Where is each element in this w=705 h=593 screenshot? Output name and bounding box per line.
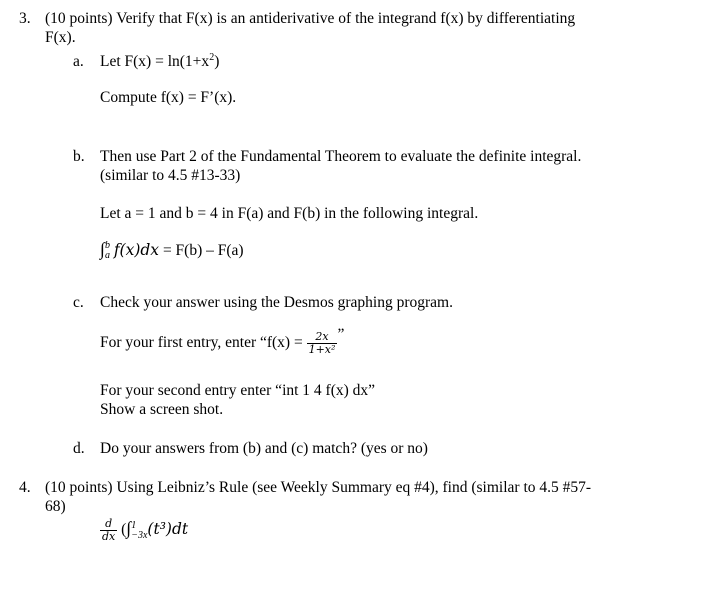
q3a-line2: Compute f(x) = F’(x). xyxy=(100,89,237,106)
q4-number: 4. xyxy=(19,479,31,496)
q4-text-line1: (10 points) Using Leibniz’s Rule (see Weekly Summary eq #4), find (similar to 4.5 #57- xyxy=(45,479,592,496)
q3c-label: c. xyxy=(73,294,84,311)
q4-text-line2: 68) xyxy=(45,498,66,515)
q3-number: 3. xyxy=(19,10,31,27)
q3b-label: b. xyxy=(73,148,85,165)
q3b-integral: ∫ b a f(x)dx = F(b) – F(a) xyxy=(100,239,244,262)
q4-expression: $\frac{d}{dx}$ (∫ 1 −3x (t³)dt xyxy=(102,517,189,543)
q3a-label: a. xyxy=(73,53,84,70)
q3d-line1: Do your answers from (b) and (c) match? (yes or no) xyxy=(100,440,428,457)
q3a-line1: Let $F(x) = \ln(1+x^2)$ xyxy=(100,51,220,70)
q3-text-line2: F(x). xyxy=(45,29,76,46)
q3b-line1: Then use Part 2 of the Fundamental Theorem to evaluate the definite integral. xyxy=(100,148,582,165)
q3c-entry1: For your first entry, enter “f(x) = $\frac{2x}{\text{1+x²}}$ ” xyxy=(100,326,345,356)
q3c-entry3: Show a screen shot. xyxy=(100,401,224,418)
q3d-label: d. xyxy=(73,440,85,457)
q3-text-line1: (10 points) Verify that F(x) is an antiderivative of the integrand f(x) by differentiating xyxy=(45,10,576,27)
q3b-line3: Let a = 1 and b = 4 in F(a) and F(b) in the following integral. xyxy=(100,205,479,222)
q3b-line2: (similar to 4.5 #13-33) xyxy=(100,167,241,184)
q3c-line1: Check your answer using the Desmos graphing program. xyxy=(100,294,453,311)
q3c-entry2: For your second entry enter “int 1 4 f(x) dx” xyxy=(100,382,376,399)
